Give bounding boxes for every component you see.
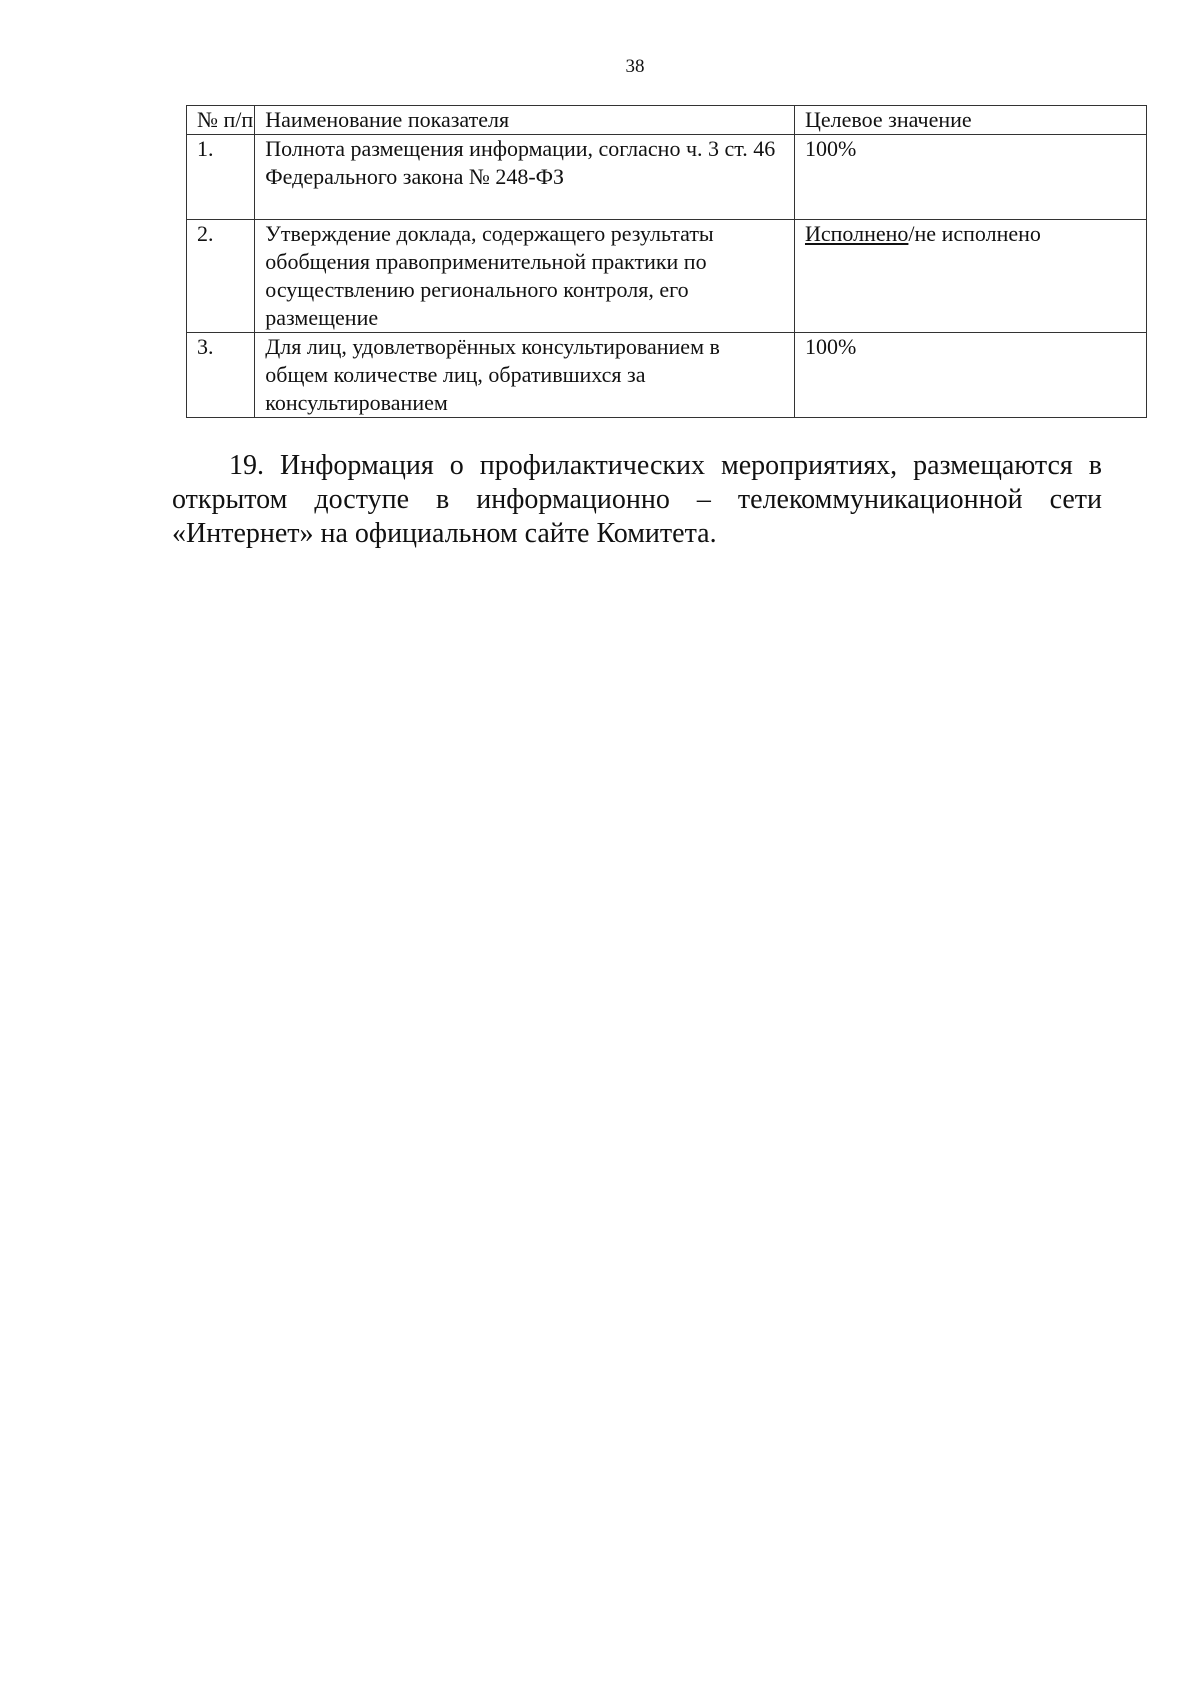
row-indicator-name: Полнота размещения информации, согласно ч. 3 ст. 46 Федерального закона № 248-ФЗ: [255, 135, 795, 220]
row-target-value: 100%: [794, 333, 1146, 418]
target-rest-text: /не исполнено: [908, 221, 1041, 246]
paragraph-19: 19. Информация о профилактических мероприятиях, размещаются в открытом доступе в информационно – телекоммуникационной сети «Интернет» на официальном сайте Комитета.: [172, 450, 1102, 549]
header-number: № п/п: [187, 106, 255, 135]
table-row: [187, 333, 1147, 418]
row-target-value: [794, 220, 1146, 333]
target-underlined-text: Исполнено: [804, 221, 909, 246]
page-number: 38: [625, 56, 645, 77]
table-row: [187, 135, 1147, 220]
row-indicator-name: Для лиц, удовлетворённых консультированием в общем количестве лиц, обратившихся за консультированием: [255, 333, 795, 418]
header-name: Наименование показателя: [255, 106, 795, 135]
row-number: 3.: [187, 333, 255, 418]
table-header-row: [187, 106, 1147, 135]
table-row: [187, 220, 1147, 333]
row-number: 1.: [187, 135, 255, 220]
row-target-value: 100%: [794, 135, 1146, 220]
header-target: Целевое значение: [794, 106, 1146, 135]
indicators-table: [186, 105, 1147, 418]
row-indicator-name: Утверждение доклада, содержащего результаты обобщения правоприменительной практики по осуществлению регионального контроля, его размещение: [255, 220, 795, 333]
row-number: 2.: [187, 220, 255, 333]
